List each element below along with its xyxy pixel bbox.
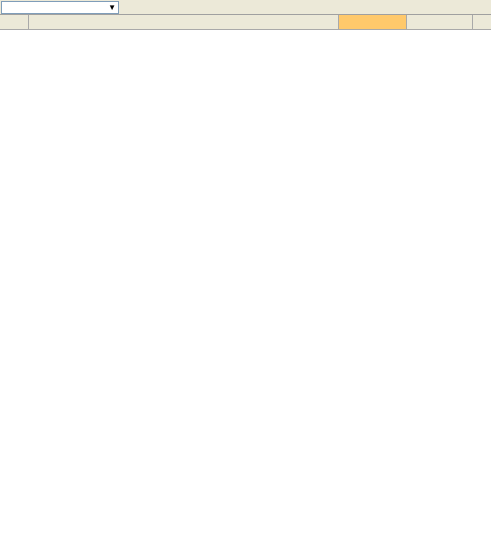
name-box[interactable] (1, 1, 119, 14)
formula-bar (0, 0, 491, 15)
chevron-down-icon[interactable]: ▼ (108, 3, 116, 12)
column-header-b[interactable] (339, 15, 407, 30)
column-header-d[interactable] (473, 15, 491, 30)
column-header-c[interactable] (407, 15, 473, 30)
column-header-a[interactable] (29, 15, 339, 30)
select-all-corner[interactable] (0, 15, 29, 30)
